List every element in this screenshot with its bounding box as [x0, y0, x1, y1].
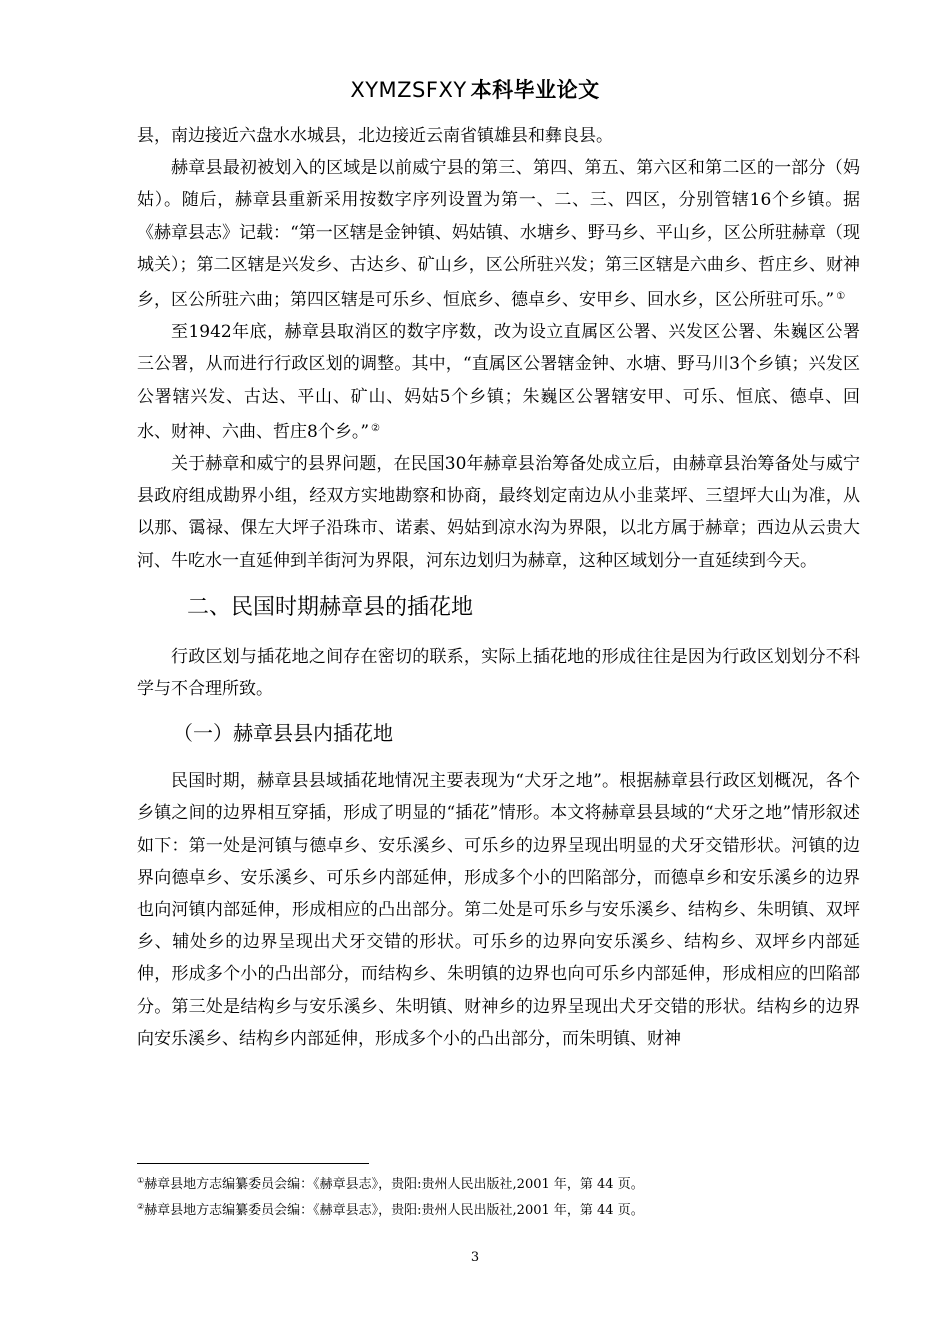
footnote-1	[137, 1170, 857, 1196]
body-text	[137, 120, 860, 1055]
footnote-ref-2: ②	[371, 422, 380, 434]
page-number: 3	[470, 1250, 480, 1265]
paragraph-3-text: 至1942年底，赫章县取消区的数字序数，改为设立直属区公署、兴发区公署、朱巍区公署三公署，从而进行行政区划的调整。其中，“直属区公署辖金钟、水塘、野马川3个乡镇；兴发区公署辖兴发、古达、平山、矿山、妈姑5个乡镇；朱巍区公署辖安甲、可乐、恒底、德卓、回水、财神、六曲、哲庄8个乡。”	[137, 322, 860, 442]
footnote-2-text: 赫章县地方志编纂委员会编：《赫章县志》，贵阳:贵州人民出版社,2001 年，第 44 页。	[144, 1203, 644, 1218]
paragraph-6: 民国时期，赫章县县域插花地情况主要表现为“犬牙之地”。根据赫章县行政区划概况，各个乡镇之间的边界相互穿插，形成了明显的“插花”情形。本文将赫章县县域的“犬牙之地”情形叙述如下：第一处是河镇与德卓乡、安乐溪乡、可乐乡的边界呈现出明显的犬牙交错形状。河镇的边界向德卓乡、安乐溪乡、可乐乡内部延伸，形成多个小的凹陷部分，而德卓乡和安乐溪乡的边界也向河镇内部延伸，形成相应的凸出部分。第二处是可乐乡与安乐溪乡、结构乡、朱明镇、双坪乡、辅处乡的边界呈现出犬牙交错的形状。可乐乡的边界向安乐溪乡、结构乡、双坪乡内部延伸，形成多个小的凸出部分，而结构乡、朱明镇的边界也向可乐乡内部延伸，形成相应的凹陷部分。第三处是结构乡与安乐溪乡、朱明镇、财神乡的边界呈现出犬牙交错的形状。结构乡的边界向安乐溪乡、结构乡内部延伸，形成多个小的凸出部分，而朱明镇、财神	[137, 771, 860, 1049]
footnote-2	[137, 1196, 857, 1222]
header-title: 本科毕业论文	[470, 78, 600, 102]
paragraph-4: 关于赫章和威宁的县界问题，在民国30年赫章县治筹备处成立后，由赫章县治筹备处与威宁县政府组成勘界小组，经双方实地勘察和协商，最终划定南边从小韭菜坪、三望坪大山为准，从以那、霭禄、倮左大坪子沿珠市、诺素、妈姑到凉水沟为界限，以北方属于赫章；西边从云贵大河、牛吃水一直延伸到羊街河为界限，河东边划归为赫章，这种区域划分一直延续到今天。	[137, 454, 860, 571]
footnote-divider	[137, 1163, 369, 1164]
footnote-1-text: 赫章县地方志编纂委员会编：《赫章县志》，贵阳:贵州人民出版社,2001 年，第 44 页。	[144, 1177, 644, 1192]
footnote-2-mark: ②	[137, 1202, 145, 1211]
section-heading: 二、民国时期赫章县的插花地	[187, 594, 474, 620]
footnotes	[137, 1170, 857, 1222]
footnote-1-mark: ①	[137, 1176, 145, 1185]
footnote-ref-1: ①	[836, 291, 846, 303]
paragraph-3	[137, 316, 860, 448]
paragraph-1: 县，南边接近六盘水水城县，北边接近云南省镇雄县和彝良县。	[137, 126, 613, 146]
paragraph-5: 行政区划与插花地之间存在密切的联系，实际上插花地的形成往往是因为行政区划划分不科学与不合理所致。	[137, 646, 860, 700]
header-code: XYMZSFXY	[350, 78, 467, 102]
paragraph-2	[137, 152, 860, 316]
subsection-heading: （一）赫章县县内插花地	[173, 721, 393, 746]
page-header	[0, 74, 950, 104]
paragraph-2-text: 赫章县最初被划入的区域是以前威宁县的第三、第四、第五、第六区和第二区的一部分（妈姑）。随后，赫章县重新采用按数字序列设置为第一、二、三、四区，分别管辖16个乡镇。据《赫章县志》记载：“第一区辖是金钟镇、妈姑镇、水塘乡、野马乡、平山乡，区公所驻赫章（现城关）；第二区辖是兴发乡、古达乡、矿山乡，区公所驻兴发；第三区辖是六曲乡、哲庄乡、财神乡，区公所驻六曲；第四区辖是可乐乡、恒底乡、德卓乡、安甲乡、回水乡，区公所驻可乐。”	[137, 158, 860, 311]
